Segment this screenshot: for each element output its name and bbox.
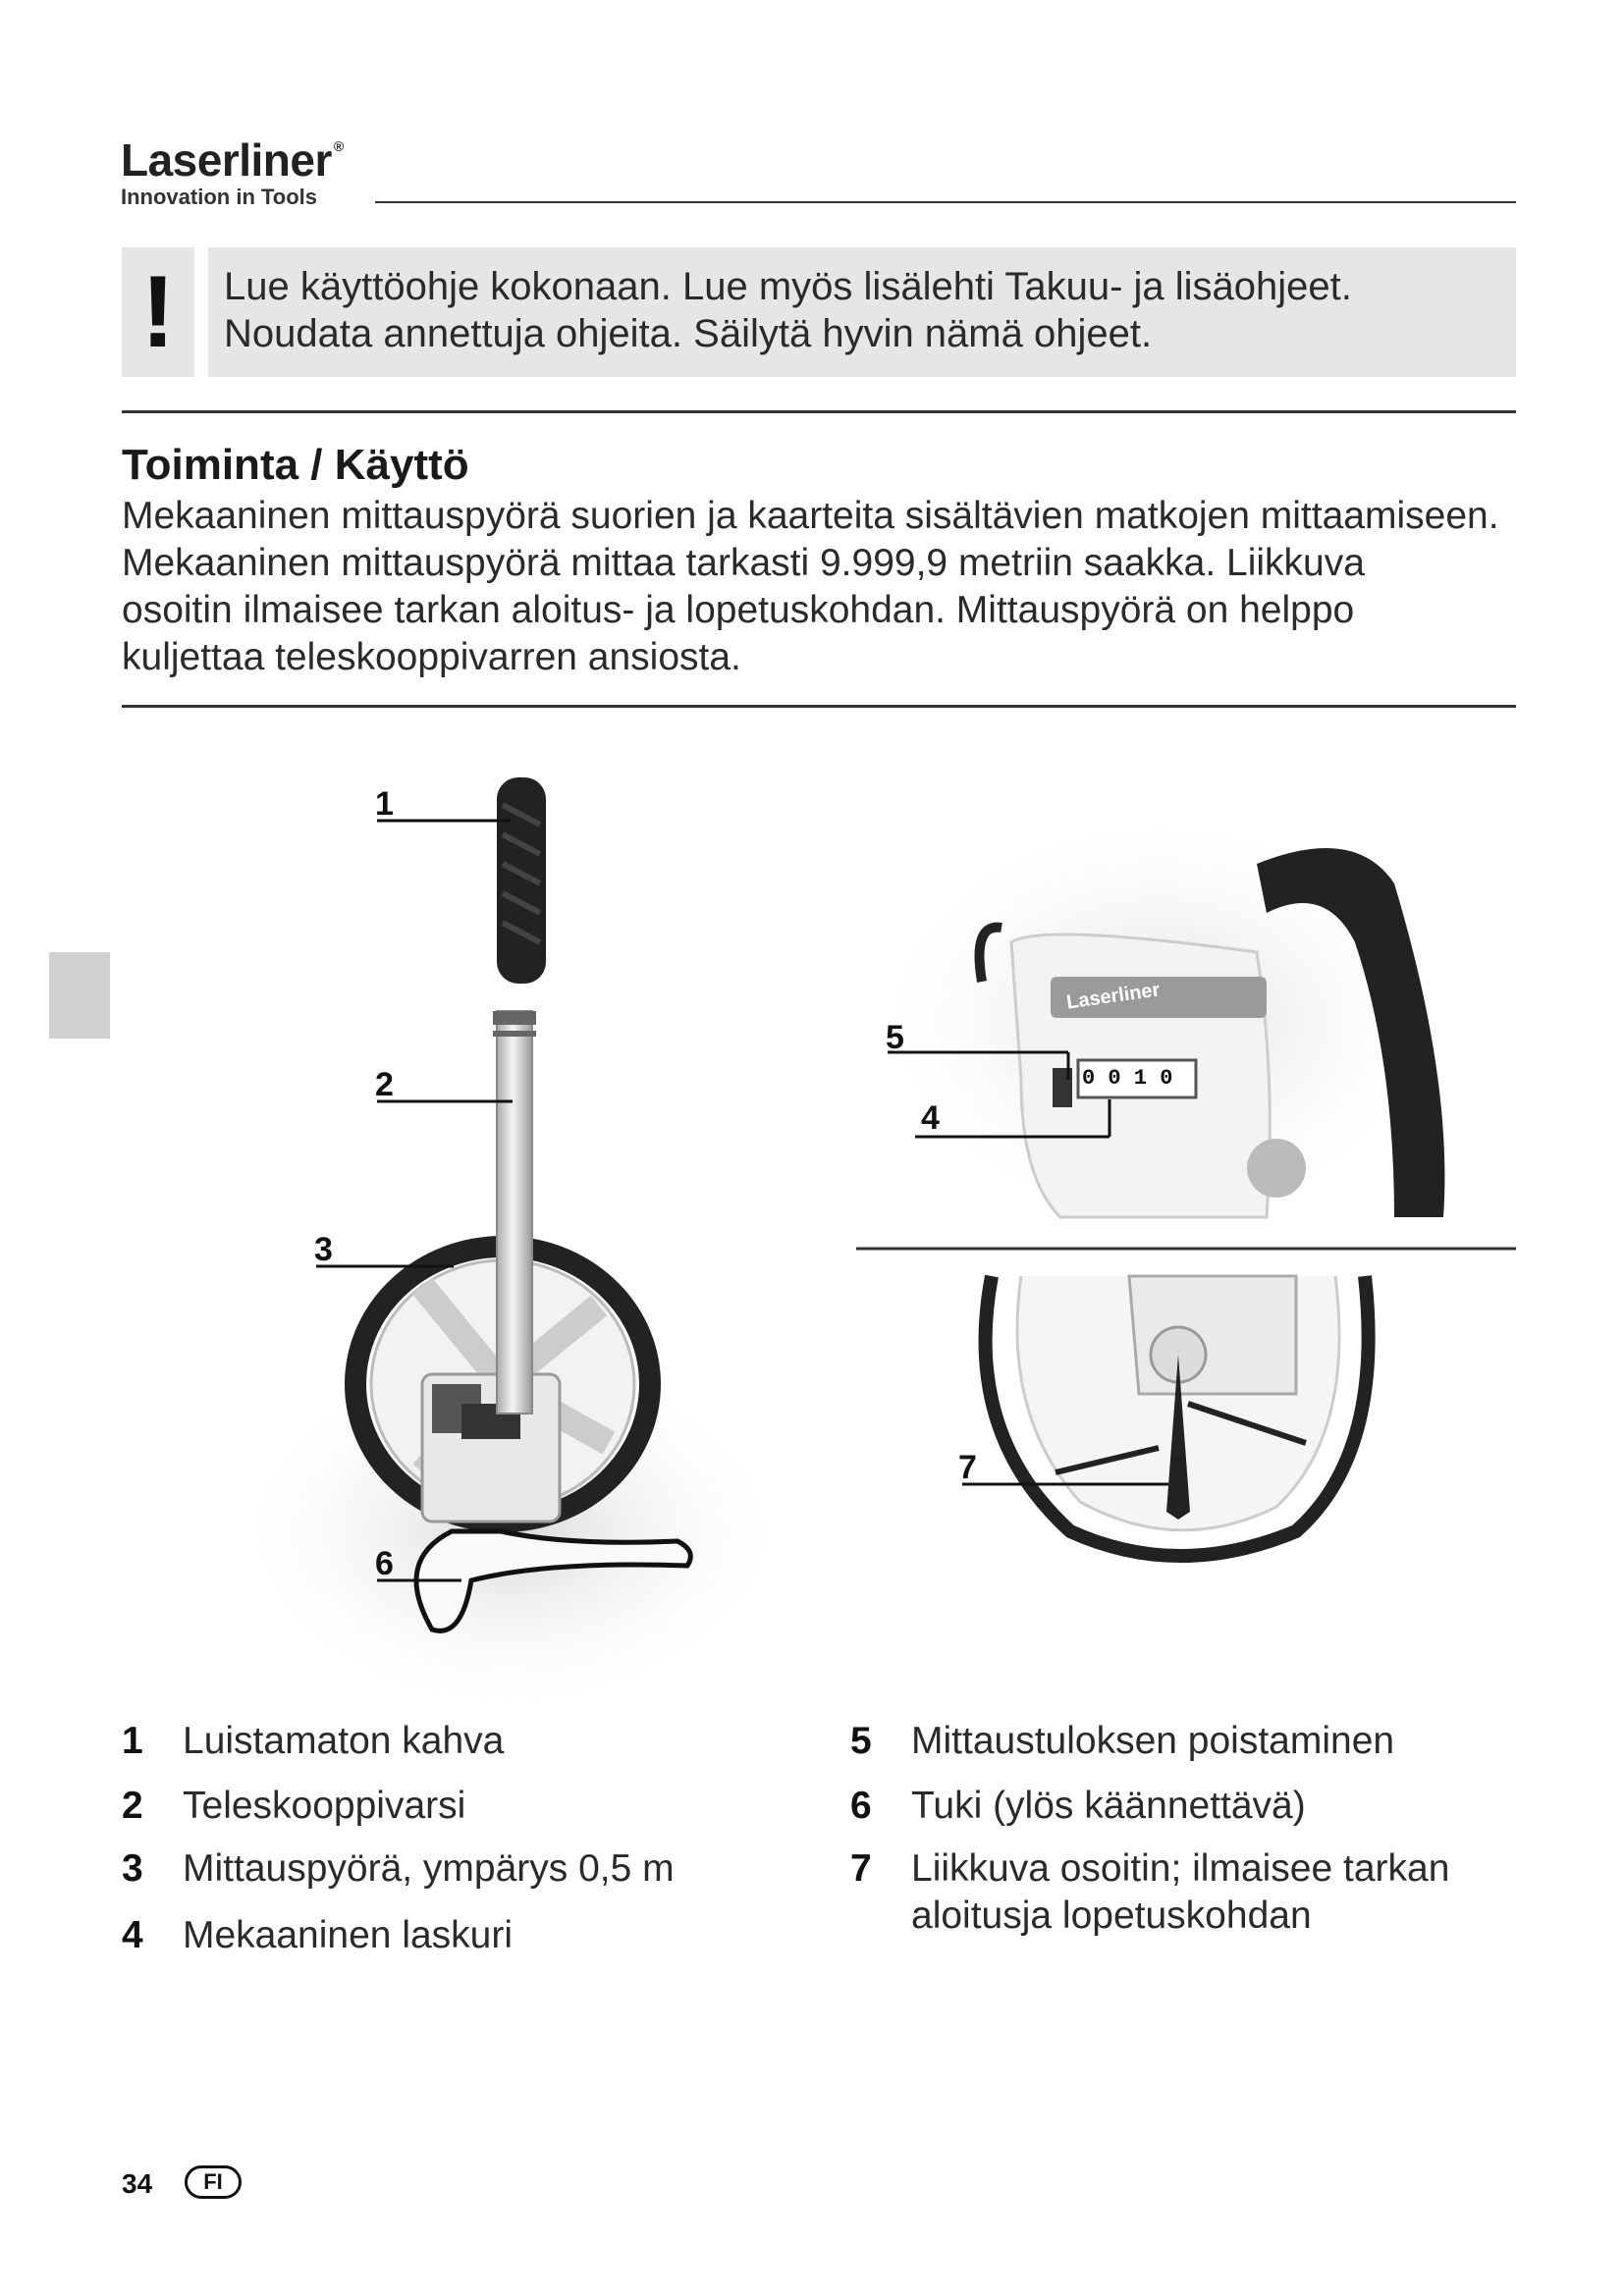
counter-housing: [1129, 1276, 1296, 1394]
legend-number: 7: [850, 1847, 872, 1890]
legend-item: [122, 1783, 809, 1830]
brand-tagline: Innovation in Tools: [121, 185, 318, 209]
callout-2: 2: [375, 1066, 394, 1103]
wheel-axle: [1247, 1139, 1306, 1198]
legend-item: [850, 1783, 1518, 1830]
body-line: Mekaaninen mittauspyörä suorien ja kaarteita sisältävien matkojen mittaamiseen.: [122, 495, 1499, 537]
legend-label: Mittaustuloksen poistaminen: [911, 1720, 1395, 1762]
legend-item: [122, 1912, 809, 1959]
legend-left: [122, 1718, 809, 1973]
legend-label: Mittauspyörä, ympärys 0,5 m: [183, 1847, 675, 1890]
warning-icon: !: [122, 247, 194, 377]
legend-label: Luistamaton kahva: [183, 1720, 505, 1762]
legend-label: Mekaaninen laskuri: [183, 1914, 514, 1956]
legend-label: Tuki (ylös käännettävä): [911, 1785, 1306, 1827]
legend-label-line: Liikkuva osoitin; ilmaisee tarkan: [911, 1847, 1450, 1890]
callout-7: 7: [958, 1449, 977, 1486]
device-logo: Laserliner: [1064, 979, 1162, 1014]
legend-number: 2: [122, 1785, 143, 1827]
body-line: osoitin ilmaisee tarkan aloitus- ja lopetuskohdan. Mittauspyörä on helppo: [122, 589, 1355, 631]
legend-item: [850, 1718, 1518, 1765]
callout-1: 1: [375, 785, 394, 823]
legend-item: [122, 1845, 809, 1893]
callout-3: 3: [314, 1231, 333, 1268]
warning-line: Noudata annettuja ohjeita. Säilytä hyvin nämä ohjeet.: [224, 312, 1153, 355]
legend-item: [850, 1845, 1518, 1944]
legend-number: 1: [122, 1720, 143, 1762]
legend-label-line: aloitusja lopetuskohdan: [911, 1895, 1312, 1937]
brand-name: Laserliner ®: [121, 134, 344, 186]
legend-number: 3: [122, 1847, 143, 1890]
legend-label: Teleskooppivarsi: [183, 1785, 466, 1827]
callout-6: 6: [375, 1545, 394, 1582]
legend-number: 5: [850, 1720, 872, 1762]
legend-right: [850, 1718, 1518, 1973]
body-line: Mekaaninen mittauspyörä mittaa tarkasti 9.999,9 metriin saakka. Liikkuva: [122, 542, 1365, 584]
counter-digits: 0 0 1 0: [1082, 1066, 1173, 1091]
legend-number: 4: [122, 1914, 143, 1956]
body-line: kuljettaa teleskooppivarren ansiosta.: [122, 636, 741, 678]
legend-item: [122, 1718, 809, 1765]
section-title: Toiminta / Käyttö: [122, 441, 469, 489]
legend-label: [911, 1845, 1500, 1940]
legend-number: 6: [850, 1785, 872, 1827]
language-badge: FI: [185, 2165, 242, 2199]
page-number: 34: [122, 2168, 153, 2199]
callout-5: 5: [886, 1019, 904, 1056]
callout-4: 4: [921, 1099, 940, 1137]
warning-line: Lue käyttöohje kokonaan. Lue myös lisälehti Takuu- ja lisäohjeet.: [224, 265, 1352, 308]
